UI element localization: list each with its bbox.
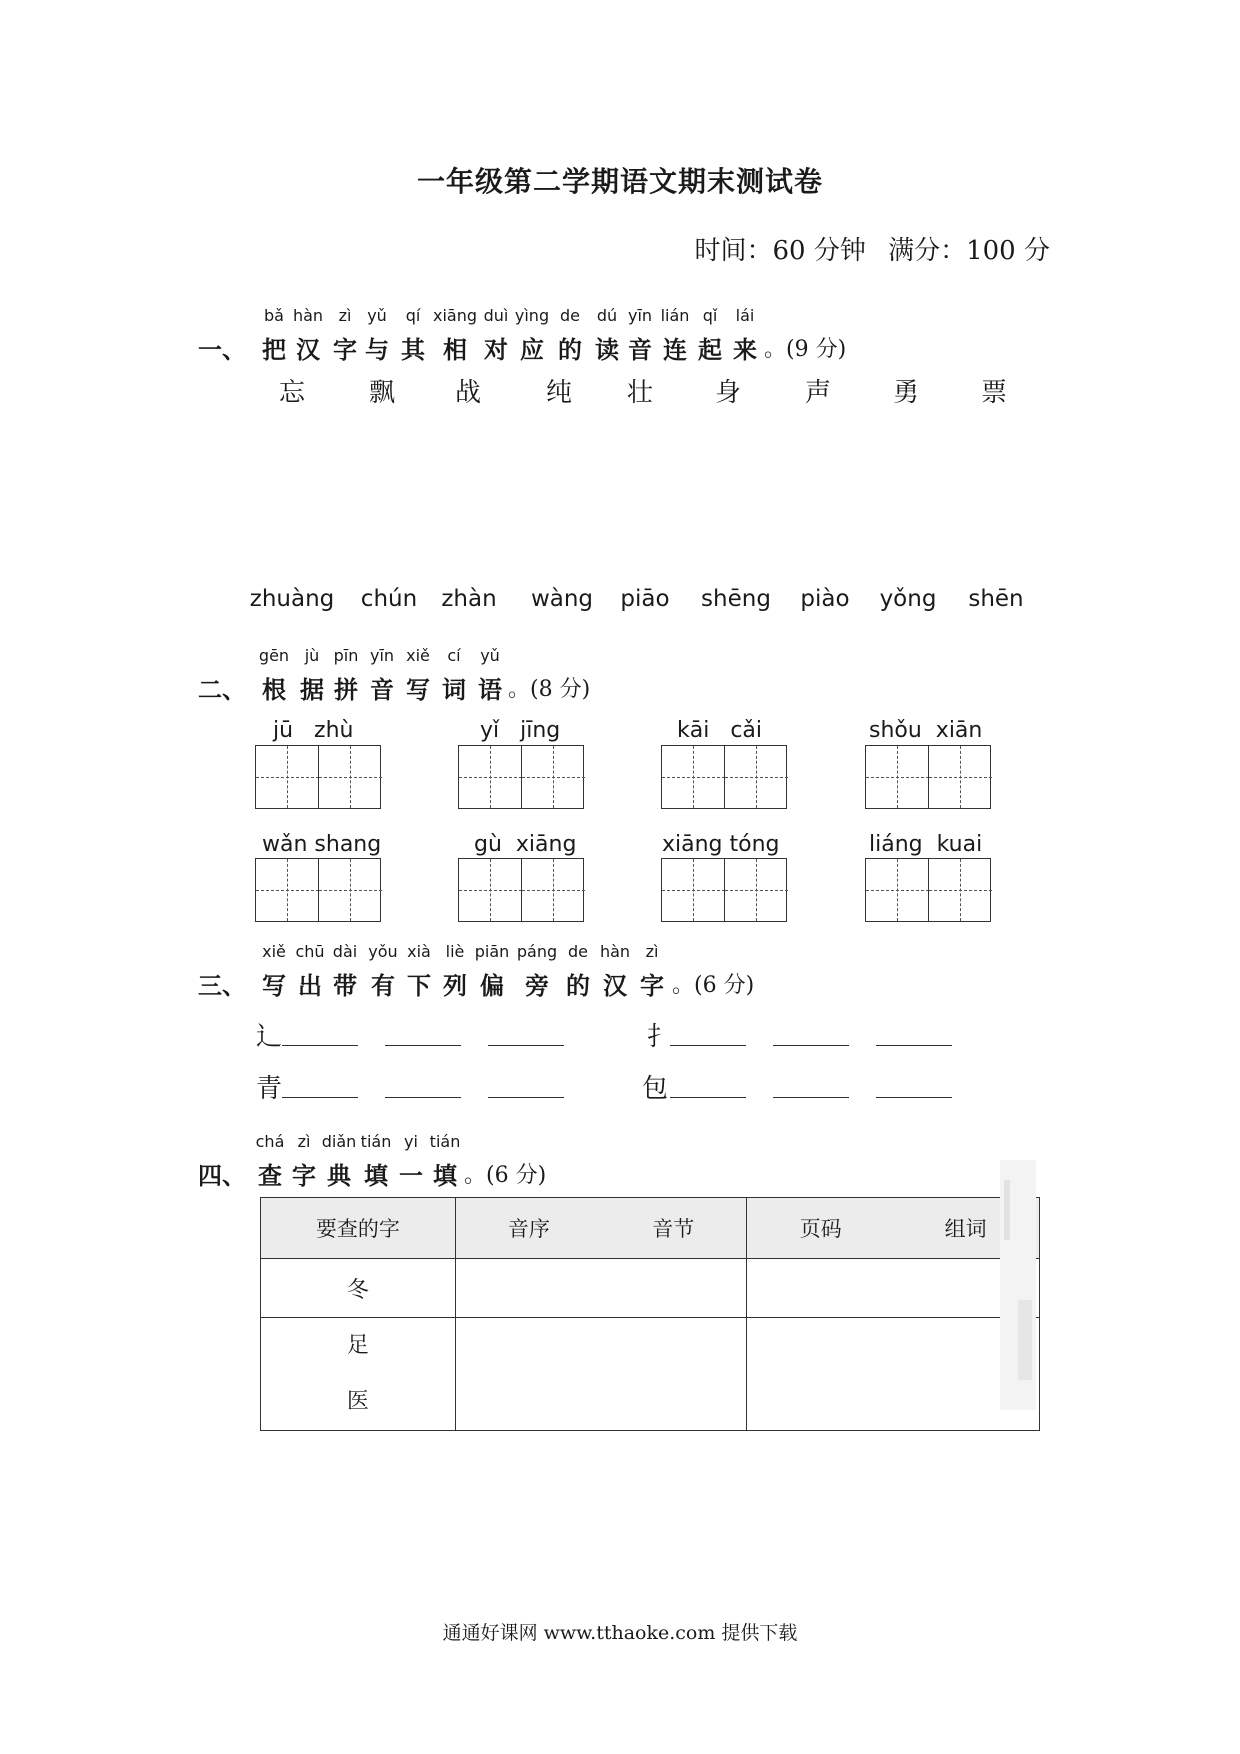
lookup-char: 医: [346, 1389, 369, 1414]
writing-box[interactable]: [865, 745, 991, 809]
answer-cell[interactable]: [455, 1259, 747, 1318]
instruction-char: 汉: [603, 972, 627, 1000]
pinyin-option: yǒng: [879, 586, 937, 612]
pinyin-syllable: bǎ: [264, 306, 284, 325]
pinyin-syllable: xià: [407, 942, 431, 961]
answer-cell[interactable]: [455, 1318, 747, 1431]
pinyin-option: wàng: [530, 586, 594, 612]
instruction-char: 据: [300, 676, 324, 704]
pinyin-syllable: xiě: [262, 942, 286, 961]
answer-blank[interactable]: [876, 1097, 952, 1098]
answer-blank[interactable]: [385, 1045, 461, 1046]
instruction-char: 读: [595, 336, 619, 364]
pinyin-syllable: zì: [645, 942, 659, 961]
section4-instruction: [0, 1156, 1240, 1190]
word-pinyin: kāi cǎi: [677, 718, 763, 743]
word-pinyin: yǐ jīng: [480, 718, 561, 743]
instruction-char: 字: [640, 972, 664, 1000]
pinyin-syllable: pīn: [333, 646, 359, 665]
section4-score: 。(6 分): [464, 1163, 547, 1188]
pinyin-syllable: chá: [255, 1132, 285, 1151]
instruction-char: 来: [733, 336, 757, 364]
section2-score: 。(8 分): [508, 677, 591, 702]
radical-label: 扌: [647, 1022, 674, 1052]
instruction-char: 与: [365, 336, 389, 364]
pinyin-syllable: xiě: [406, 646, 430, 665]
instruction-char: 带: [333, 972, 357, 1000]
lookup-char: 足: [346, 1333, 369, 1358]
answer-blank[interactable]: [773, 1045, 849, 1046]
time-limit: 时间：60 分钟: [694, 236, 866, 266]
hanzi-item: 勇: [892, 378, 920, 408]
instruction-char: 根: [262, 676, 286, 704]
section1-number: 一、: [198, 336, 246, 364]
exam-meta: [694, 230, 1050, 267]
section2-number: 二、: [198, 676, 246, 704]
instruction-char: 一: [399, 1162, 423, 1190]
writing-box[interactable]: [661, 858, 787, 922]
word-pinyin: shǒu xiān: [869, 718, 983, 743]
instruction-char: 出: [298, 972, 322, 1000]
hanzi-item: 忘: [278, 378, 306, 408]
pinyin-syllable: yǒu: [368, 942, 398, 961]
instruction-char: 有: [371, 972, 395, 1000]
instruction-char: 写: [406, 676, 430, 704]
pinyin-syllable: tián: [429, 1132, 461, 1151]
instruction-char: 查: [258, 1162, 282, 1190]
header-char: 要查的字: [261, 1198, 456, 1259]
word-pinyin: gù xiāng: [474, 832, 577, 857]
pinyin-syllable: de: [568, 942, 588, 961]
answer-blank[interactable]: [876, 1045, 952, 1046]
hanzi-item: 纯: [545, 378, 573, 408]
instruction-char: 连: [663, 336, 687, 364]
writing-box[interactable]: [458, 745, 584, 809]
pinyin-option: zhàn: [441, 586, 497, 612]
section4-pinyin: [0, 1132, 1240, 1152]
section4-number: 四、: [198, 1162, 246, 1190]
writing-box[interactable]: [865, 858, 991, 922]
lookup-char: 冬: [261, 1259, 456, 1318]
hanzi-item: 飘: [368, 378, 396, 408]
pinyin-syllable: xiāng: [432, 306, 478, 325]
pinyin-syllable: de: [560, 306, 580, 325]
pinyin-syllable: yi: [404, 1132, 418, 1151]
header-syllable: 音节: [652, 1217, 695, 1241]
header-order-syllable: [455, 1198, 747, 1259]
pinyin-syllable: yīn: [627, 306, 653, 325]
hanzi-item: 票: [980, 378, 1008, 408]
word-pinyin: liáng kuai: [869, 832, 983, 857]
instruction-char: 音: [370, 676, 394, 704]
instruction-char: 应: [520, 336, 544, 364]
instruction-char: 把: [262, 336, 286, 364]
answer-blank[interactable]: [773, 1097, 849, 1098]
pinyin-syllable: hàn: [599, 942, 631, 961]
pinyin-option: chún: [360, 586, 418, 612]
pinyin-syllable: piān: [474, 942, 510, 961]
instruction-char: 的: [566, 972, 590, 1000]
instruction-char: 旁: [525, 972, 549, 1000]
pinyin-syllable: dú: [596, 306, 618, 325]
instruction-char: 音: [628, 336, 652, 364]
instruction-char: 偏: [480, 972, 504, 1000]
instruction-char: 起: [698, 336, 722, 364]
radical-label: 包: [642, 1074, 669, 1104]
answer-blank[interactable]: [670, 1097, 746, 1098]
instruction-char: 填: [364, 1162, 388, 1190]
table-row: [261, 1318, 1040, 1431]
pinyin-syllable: zì: [338, 306, 352, 325]
pinyin-syllable: yìng: [514, 306, 550, 325]
page-title: 一年级第二学期语文期末测试卷: [416, 165, 823, 198]
pinyin-syllable: yǔ: [480, 646, 500, 665]
instruction-char: 的: [558, 336, 582, 364]
pinyin-syllable: páng: [516, 942, 558, 961]
answer-blank[interactable]: [488, 1097, 564, 1098]
section3-number: 三、: [198, 972, 246, 1000]
instruction-char: 典: [327, 1162, 351, 1190]
dictionary-table: [260, 1197, 1040, 1431]
hanzi-item: 身: [714, 378, 742, 408]
instruction-char: 词: [442, 676, 466, 704]
writing-box[interactable]: [255, 858, 381, 922]
hanzi-item: 战: [454, 378, 482, 408]
instruction-char: 字: [333, 336, 357, 364]
instruction-char: 字: [292, 1162, 316, 1190]
section3-score: 。(6 分): [672, 973, 755, 998]
pinyin-syllable: qí: [405, 306, 421, 325]
section2-pinyin: [0, 646, 1240, 666]
hanzi-row: [0, 372, 1240, 408]
section3-pinyin: [0, 942, 1240, 962]
instruction-char: 其: [401, 336, 425, 364]
table-row: [261, 1259, 1040, 1318]
header-order: 音序: [507, 1217, 550, 1241]
hanzi-item: 声: [804, 378, 832, 408]
section1-pinyin: [0, 306, 1240, 326]
pinyin-syllable: lián: [660, 306, 690, 325]
pinyin-syllable: yīn: [369, 646, 395, 665]
instruction-char: 汉: [296, 336, 320, 364]
word-pinyin: wǎn shang: [262, 832, 382, 857]
answer-blank[interactable]: [488, 1045, 564, 1046]
radical-label: 青: [256, 1074, 283, 1104]
full-score: 满分：100 分: [888, 236, 1050, 266]
instruction-char: 填: [433, 1162, 457, 1190]
pinyin-options-row: [0, 586, 1240, 618]
instruction-char: 语: [478, 676, 502, 704]
pinyin-syllable: lái: [735, 306, 755, 325]
pinyin-syllable: jù: [304, 646, 320, 665]
header-word: 组词: [944, 1217, 987, 1241]
section1-score: 。(9 分): [764, 337, 847, 362]
pinyin-syllable: duì: [483, 306, 509, 325]
pinyin-syllable: chū: [295, 942, 325, 961]
pinyin-option: shēng: [701, 586, 771, 612]
instruction-char: 下: [407, 972, 431, 1000]
pinyin-syllable: yǔ: [367, 306, 387, 325]
answer-blank[interactable]: [385, 1097, 461, 1098]
pinyin-option: zhuàng: [249, 586, 335, 612]
instruction-char: 列: [443, 972, 467, 1000]
pinyin-option: piào: [800, 586, 850, 612]
answer-blank[interactable]: [282, 1097, 358, 1098]
pinyin-syllable: diǎn: [321, 1132, 357, 1151]
writing-box[interactable]: [458, 858, 584, 922]
pinyin-syllable: zì: [297, 1132, 311, 1151]
hanzi-item: 壮: [626, 378, 654, 408]
footer-credit: 通通好课网 www.tthaoke.com 提供下载: [442, 1622, 798, 1644]
header-page: 页码: [799, 1217, 842, 1241]
lookup-char-group: [261, 1318, 456, 1431]
pinyin-syllable: liè: [445, 942, 465, 961]
instruction-char: 写: [262, 972, 286, 1000]
word-pinyin: xiāng tóng: [662, 832, 780, 857]
writing-box[interactable]: [661, 745, 787, 809]
pinyin-option: shēn: [968, 586, 1024, 612]
pinyin-option: piāo: [620, 586, 670, 612]
answer-blank[interactable]: [670, 1045, 746, 1046]
section1-instruction: [0, 330, 1240, 364]
seal-stamp-decoration: [996, 1150, 1040, 1420]
pinyin-syllable: gēn: [258, 646, 290, 665]
radical-label: 辶: [256, 1022, 283, 1052]
instruction-char: 拼: [334, 676, 358, 704]
pinyin-syllable: hàn: [292, 306, 324, 325]
instruction-char: 相: [443, 336, 467, 364]
writing-box[interactable]: [255, 745, 381, 809]
pinyin-syllable: cí: [447, 646, 461, 665]
section2-instruction: [0, 670, 1240, 704]
pinyin-syllable: tián: [360, 1132, 392, 1151]
pinyin-syllable: qǐ: [702, 306, 718, 325]
word-pinyin: jū zhù: [273, 718, 354, 743]
section3-instruction: [0, 966, 1240, 1000]
pinyin-syllable: dài: [332, 942, 358, 961]
instruction-char: 对: [484, 336, 508, 364]
answer-blank[interactable]: [282, 1045, 358, 1046]
table-header-row: [261, 1198, 1040, 1259]
